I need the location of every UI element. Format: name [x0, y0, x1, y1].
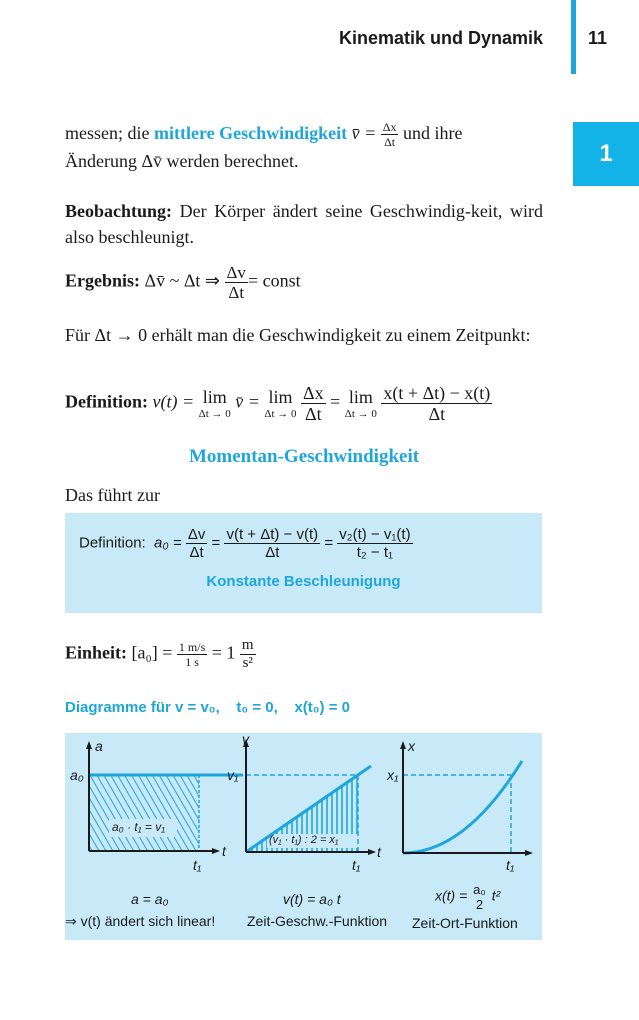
heading-momentan-geschwindigkeit: Momentan-Geschwindigkeit [188, 446, 420, 467]
diagrams-box [65, 733, 542, 940]
numerator: Δv [226, 263, 246, 282]
numerator: Δv [187, 526, 206, 543]
equals: = [330, 391, 341, 412]
formula-a-equals-a0: a = a₀ [131, 891, 169, 907]
label-definition: Definition: [79, 534, 146, 552]
x-axis-label-t: t [377, 844, 381, 860]
fraction-v2-v1 [337, 527, 412, 560]
caption-zeit-geschw: Zeit-Geschw.-Funktion [247, 913, 388, 929]
caption-v-linear: ⇒ v(t) ändert sich linear! [65, 913, 216, 929]
label-ergebnis: Ergebnis: [65, 270, 141, 291]
limit [345, 388, 377, 420]
numerator: m [241, 637, 254, 653]
numerator: Δx [303, 383, 324, 403]
formula-v-equals-a0t: v(t) = a₀ t [283, 891, 341, 907]
numerator: v(t + Δt) − v(t) [226, 526, 319, 543]
paragraph-das-fuehrt-zur: Das führt zur [65, 485, 160, 505]
lim-sub: Δt → 0 [264, 407, 297, 420]
diagrams-title: Diagramme für v = v₀, t₀ = 0, x(t₀) = 0 [65, 699, 350, 716]
y-mark-v1: v₁ [227, 767, 239, 783]
fraction-dv-dt [186, 527, 208, 560]
lim: lim [348, 386, 373, 407]
x-axis-label-t: t [222, 843, 226, 859]
equals: = [324, 534, 334, 552]
page-number: 11 [588, 28, 608, 48]
denominator: Δt [305, 404, 322, 424]
formula-vt: v(t) = [152, 391, 195, 412]
lim: lim [268, 386, 293, 407]
denominator: s² [242, 655, 253, 671]
y-axis-label-a: a [95, 738, 103, 754]
fraction-dx-dt [301, 384, 326, 423]
x-mark-t1: t₁ [193, 857, 202, 873]
fraction-dx-dt [381, 121, 399, 148]
paragraph-einheit [65, 638, 543, 671]
denominator: Δt [228, 283, 245, 302]
definition-box-beschleunigung [65, 513, 542, 613]
limit [264, 388, 296, 420]
fraction-velocity-difference [224, 527, 320, 560]
formula-relation: Δv̄ ~ Δt ⇒ [144, 270, 220, 291]
equals: = [211, 534, 221, 552]
denominator: t₂ − t₁ [356, 544, 394, 561]
fraction-difference-quotient [381, 384, 492, 423]
denominator: 1 s [185, 655, 199, 669]
formula-x-of-t [435, 883, 500, 911]
numerator: 1 m/s [178, 640, 206, 654]
chart-position-time [400, 741, 533, 856]
text: messen; die [65, 123, 154, 143]
x-mark-t1: t₁ [506, 857, 515, 873]
subtitle-konstante-beschleunigung: Konstante Beschleunigung [206, 573, 401, 590]
term-mittlere-geschwindigkeit: mittlere Geschwindigkeit [153, 123, 348, 143]
lim-sub: Δt → 0 [198, 407, 231, 420]
fraction-m-s2 [240, 638, 256, 671]
formula-acceleration [79, 527, 413, 560]
text: = const [247, 270, 301, 291]
y-mark-x1: x₁ [387, 767, 399, 783]
y-axis-label-x: x [408, 738, 415, 754]
paragraph-grenzwert [65, 322, 543, 348]
text: Der Körper ändert seine Geschwindig-keit, wird also beschleunigt. [65, 201, 543, 247]
numerator: v₂(t) − v₁(t) [339, 526, 411, 543]
chapter-tab: 1 [573, 122, 639, 186]
paragraph-ergebnis [65, 264, 543, 301]
definition-momentan-geschwindigkeit [65, 384, 543, 423]
lim: lim [202, 386, 227, 407]
denominator: 2 [475, 897, 484, 912]
numerator: a₀ [473, 882, 486, 897]
formula-vbar: v̄ = [351, 123, 377, 143]
label-beobachtung: Beobachtung: [65, 201, 173, 221]
running-header-title: Kinematik und Dynamik [338, 28, 543, 48]
text: Änderung Δv̄ werden berechnet. [65, 151, 299, 172]
label-einheit: Einheit: [65, 642, 128, 663]
x-mark-t1: t₁ [352, 857, 361, 873]
numerator: x(t + Δt) − x(t) [383, 383, 491, 403]
paragraph-mittlere-geschwindigkeit [65, 120, 543, 174]
chart-acceleration-time [86, 741, 243, 854]
fraction-unit [177, 641, 207, 668]
numerator: Δx [382, 120, 397, 135]
formula-lhs: x(t) = [435, 887, 468, 904]
fraction-dv-dt [225, 264, 248, 301]
paragraph-beobachtung [65, 198, 543, 250]
text: und ihre [398, 123, 463, 143]
area-label-a0t1: a₀ · t₁ = v₁ [112, 820, 165, 834]
formula-vbar: v̄ = [235, 391, 260, 412]
denominator: Δt [265, 544, 280, 561]
y-mark-a0: a₀ [70, 767, 84, 783]
y-axis-label-v: v [242, 731, 249, 747]
fraction-a0-2 [471, 883, 488, 911]
denominator: Δt [189, 544, 204, 561]
formula-unit-lhs: [a₀] = [131, 642, 173, 663]
area-label-x1: (v₁ · t₁) : 2 = x₁ [269, 834, 339, 846]
formula-a0: a₀ = [154, 534, 182, 552]
denominator: Δt [384, 135, 396, 150]
label-definition: Definition: [65, 391, 148, 412]
limit [199, 388, 231, 420]
text: Für Δt → 0 erhält man die Geschwindigkeit zu einem Zeitpunkt: [65, 325, 531, 345]
formula-rhs: t² [491, 887, 501, 904]
denominator: Δt [428, 404, 446, 424]
lim-sub: Δt → 0 [344, 407, 377, 420]
text: = 1 [211, 642, 236, 663]
header-divider [571, 0, 576, 74]
caption-zeit-ort: Zeit-Ort-Funktion [412, 915, 518, 931]
